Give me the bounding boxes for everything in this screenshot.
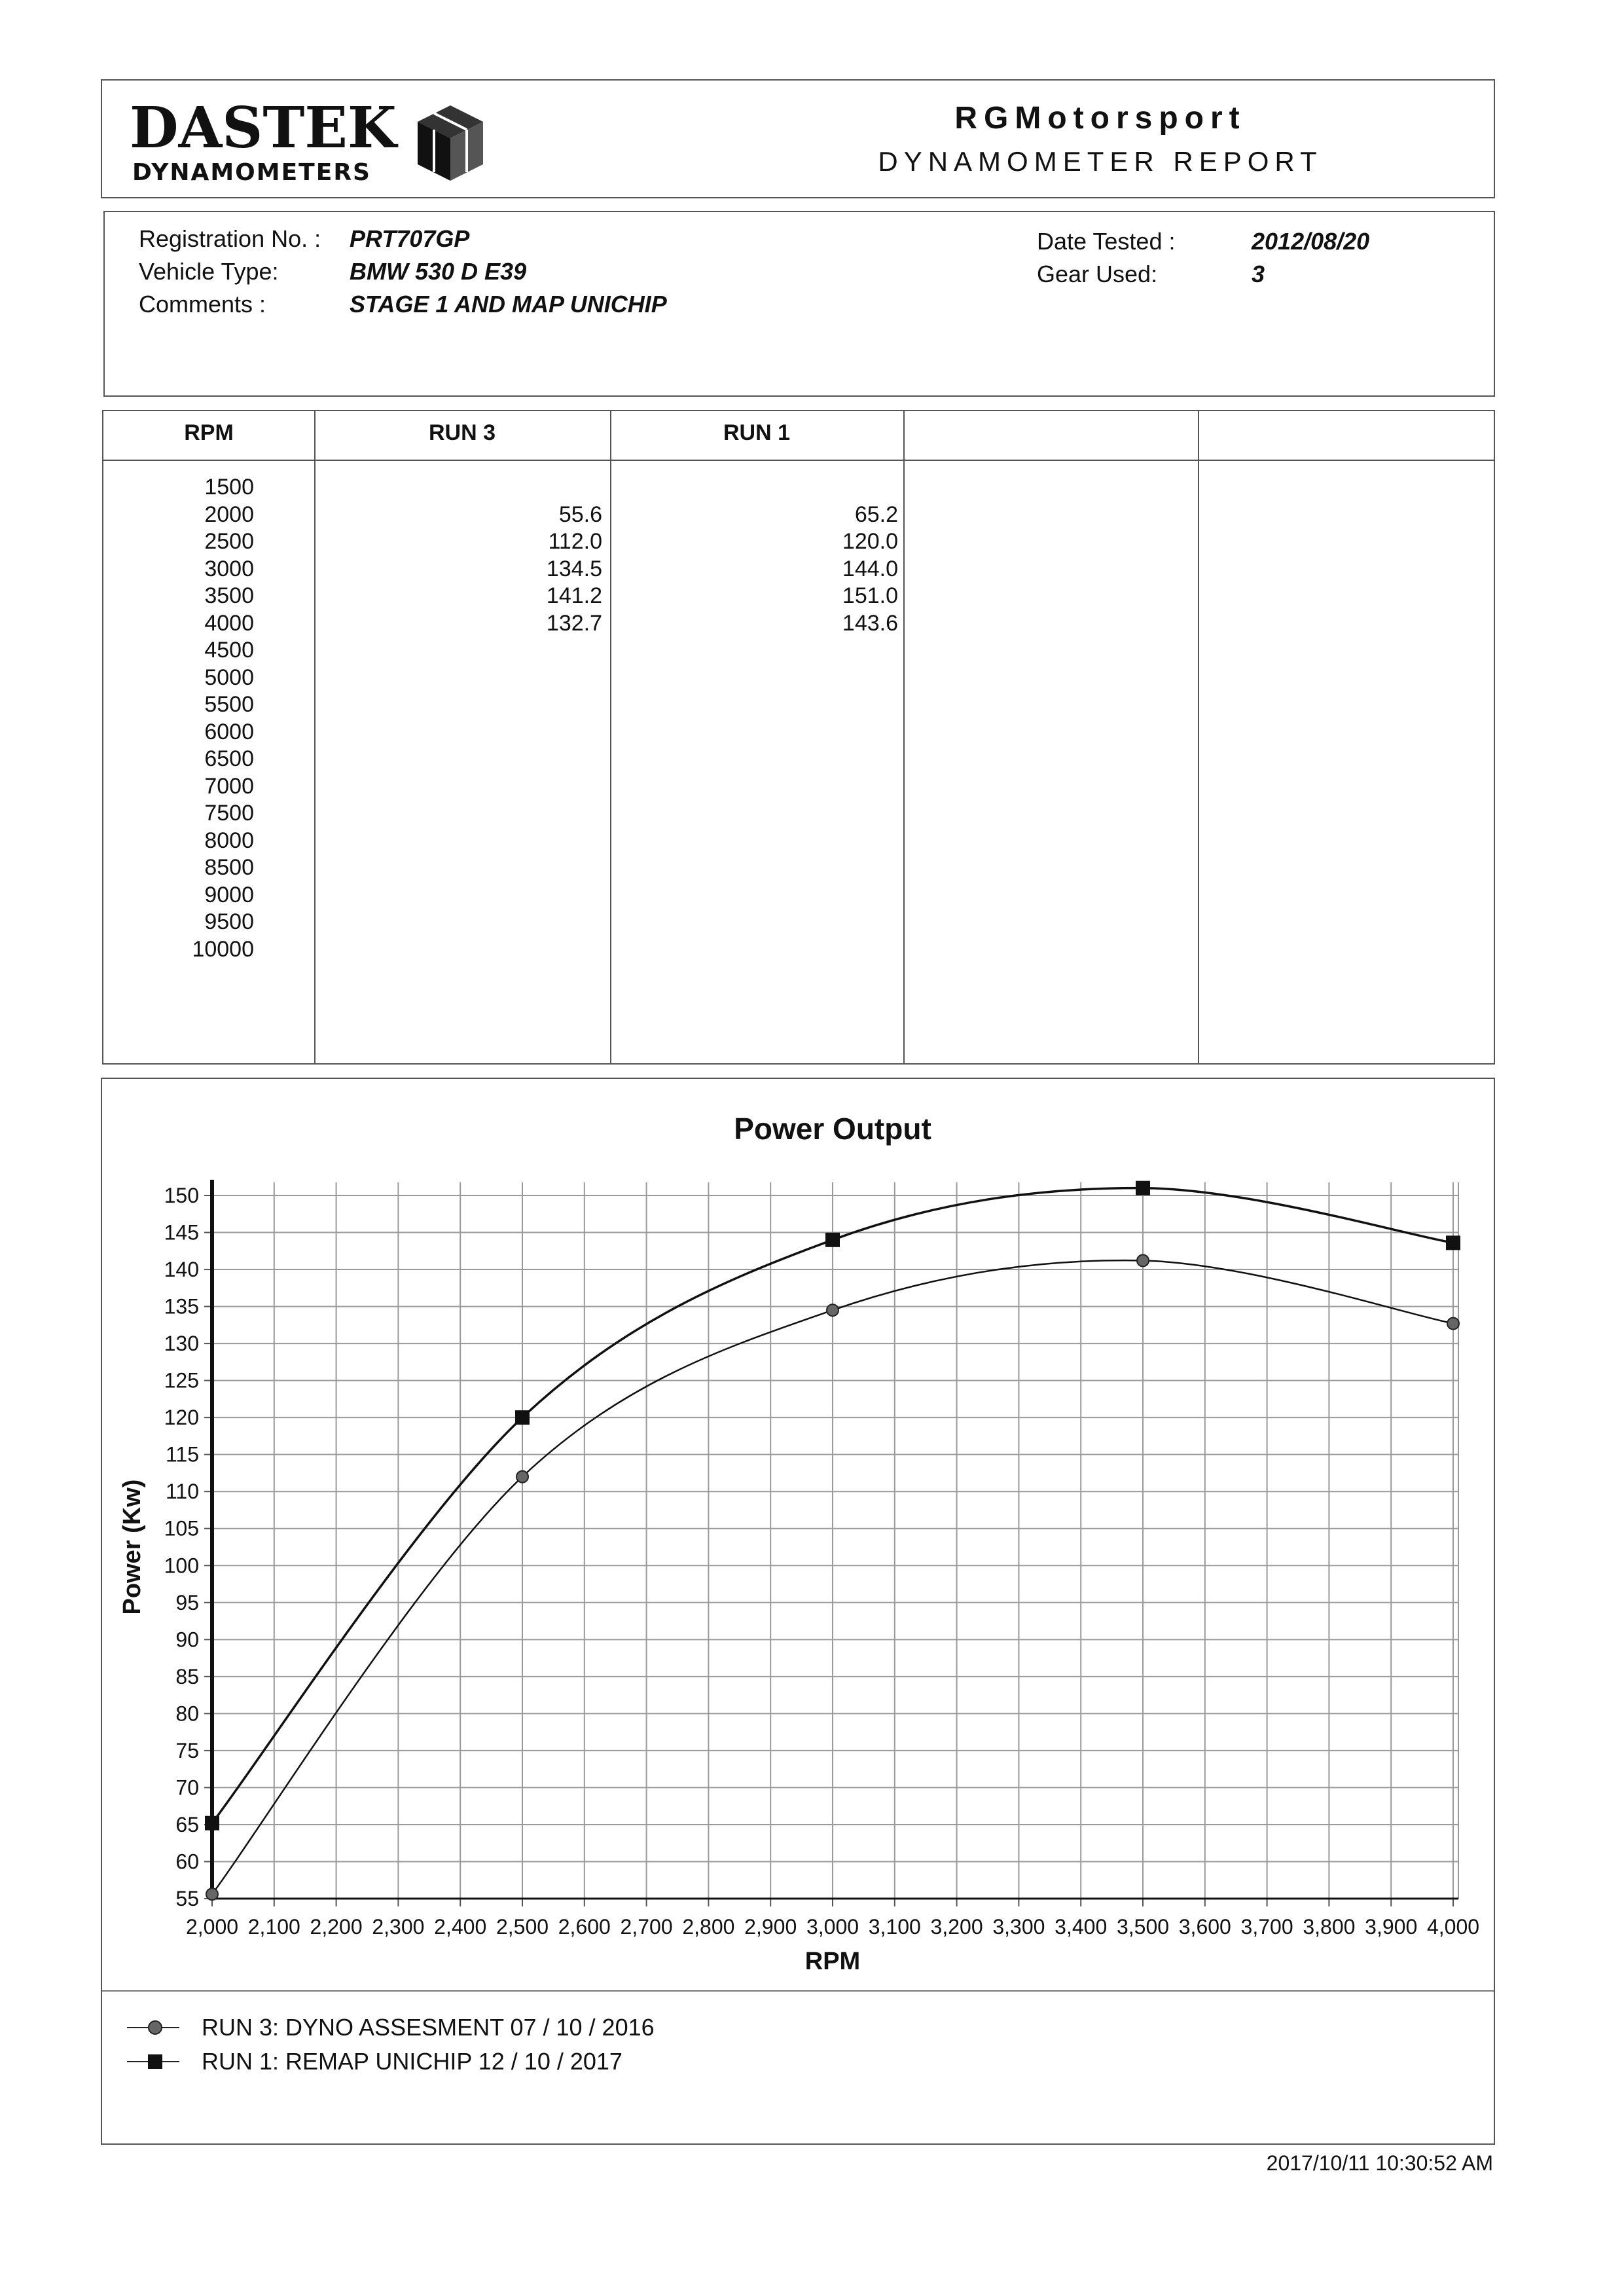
table-cell-rpm: 8000: [204, 828, 254, 853]
table-cell-rpm: 9000: [204, 882, 254, 907]
chart-tick-label-y: 100: [164, 1554, 199, 1578]
chart-tick-label-x: 3,100: [868, 1915, 921, 1939]
comments-label: Comments :: [139, 291, 266, 318]
chart-point-run1: [825, 1233, 840, 1247]
table-cell-run3: 134.5: [546, 556, 602, 581]
table-cell-rpm: 3500: [204, 583, 254, 608]
chart-tick-label-y: 65: [175, 1812, 199, 1836]
logo-subtext: DYNAMOMETERS: [132, 159, 371, 186]
cube-icon: [418, 105, 483, 181]
registration-value: PRT707GP: [350, 225, 470, 252]
chart-point-run1: [515, 1410, 530, 1425]
report-header: [101, 79, 1495, 198]
table-header-rpm: RPM: [184, 420, 234, 445]
chart-tick-label-x: 3,000: [806, 1915, 859, 1939]
legend-label-run3: RUN 3: DYNO ASSESMENT 07 / 10 / 2016: [202, 2014, 655, 2041]
date-tested-value: 2012/08/20: [1252, 228, 1370, 255]
chart-tick-label-x: 3,900: [1365, 1915, 1418, 1939]
chart-tick-label-y: 135: [164, 1294, 199, 1319]
legend-item-run1: [120, 2045, 623, 2078]
power-output-chart-panel: [101, 1078, 1495, 2145]
chart-tick-label-x: 2,400: [434, 1915, 487, 1939]
chart-point-run1: [1136, 1181, 1150, 1195]
chart-y-axis-label: Power (Kw): [118, 1479, 146, 1615]
gear-used-label: Gear Used:: [1037, 261, 1158, 287]
table-column-divider: [903, 411, 905, 1063]
date-tested-label: Date Tested :: [1037, 228, 1176, 255]
report-title: DYNAMOMETER REPORT: [878, 146, 1323, 177]
chart-tick-label-x: 3,600: [1178, 1915, 1231, 1939]
chart-tick-label-y: 85: [175, 1664, 199, 1688]
logo-text: DASTEK: [130, 99, 397, 161]
power-data-table: [102, 410, 1495, 1065]
chart-tick-label-x: 2,500: [496, 1915, 549, 1939]
table-cell-rpm: 7500: [204, 801, 254, 826]
chart-tick-label-x: 3,700: [1240, 1915, 1293, 1939]
table-cell-rpm: 2000: [204, 501, 254, 527]
chart-tick-label-x: 2,700: [620, 1915, 673, 1939]
chart-point-run3: [516, 1471, 528, 1483]
table-cell-rpm: 8500: [204, 855, 254, 880]
table-cell-rpm: 4500: [204, 638, 254, 663]
table-header-run1: RUN 1: [723, 420, 791, 445]
table-cell-run1: 151.0: [842, 583, 898, 608]
table-cell-rpm: 6500: [204, 746, 254, 771]
table-cell-run3: 55.6: [558, 501, 602, 527]
table-cell-run1: 65.2: [854, 501, 898, 527]
dastek-logo: [130, 99, 496, 191]
table-cell-rpm: 7000: [204, 773, 254, 799]
chart-tick-label-x: 2,100: [247, 1915, 300, 1939]
chart-tick-label-y: 80: [175, 1702, 199, 1726]
square-marker-icon: [120, 2049, 192, 2075]
chart-tick-label-y: 140: [164, 1258, 199, 1282]
chart-tick-label-y: 145: [164, 1220, 199, 1245]
chart-point-run3: [827, 1304, 839, 1316]
legend-label-run1: RUN 1: REMAP UNICHIP 12 / 10 / 2017: [202, 2048, 623, 2075]
power-output-chart: [102, 1079, 1494, 1989]
chart-tick-label-y: 70: [175, 1776, 199, 1800]
chart-tick-label-x: 2,300: [372, 1915, 425, 1939]
vehicle-type-label: Vehicle Type:: [139, 258, 279, 285]
circle-marker-icon: [120, 2014, 192, 2041]
chart-tick-label-x: 2,200: [310, 1915, 363, 1939]
chart-tick-label-y: 105: [164, 1516, 199, 1540]
registration-label: Registration No. :: [139, 225, 321, 252]
table-cell-rpm: 2500: [204, 529, 254, 554]
chart-title: Power Output: [734, 1112, 931, 1146]
chart-x-axis-label: RPM: [804, 1948, 861, 1975]
table-header-run3: RUN 3: [428, 420, 496, 445]
chart-tick-label-y: 115: [165, 1442, 199, 1467]
legend-divider: [102, 1990, 1494, 1992]
table-column-divider: [1198, 411, 1199, 1063]
table-cell-run1: 144.0: [842, 556, 898, 581]
chart-point-run3: [206, 1888, 218, 1900]
table-cell-rpm: 5000: [204, 665, 254, 690]
chart-tick-label-y: 125: [164, 1368, 199, 1393]
table-cell-run3: 132.7: [546, 610, 602, 636]
table-cell-rpm: 9500: [204, 909, 254, 934]
comments-value: STAGE 1 AND MAP UNICHIP: [350, 291, 667, 318]
chart-point-run3: [1447, 1318, 1459, 1330]
chart-tick-label-y: 110: [165, 1480, 199, 1504]
table-cell-rpm: 1500: [204, 475, 254, 500]
vehicle-type-value: BMW 530 D E39: [350, 258, 527, 285]
chart-tick-label-y: 60: [175, 1850, 199, 1874]
vehicle-info-panel: [103, 211, 1495, 397]
chart-tick-label-x: 4,000: [1426, 1915, 1480, 1939]
chart-tick-label-x: 3,800: [1303, 1915, 1356, 1939]
chart-tick-label-x: 2,900: [744, 1915, 797, 1939]
chart-tick-label-x: 3,400: [1055, 1915, 1108, 1939]
report-timestamp: 2017/10/11 10:30:52 AM: [1266, 2151, 1493, 2175]
table-cell-run1: 120.0: [842, 529, 898, 554]
chart-point-run3: [1137, 1254, 1149, 1266]
chart-tick-label-y: 95: [175, 1590, 199, 1614]
chart-tick-label-x: 3,200: [930, 1915, 983, 1939]
chart-tick-label-x: 2,800: [682, 1915, 735, 1939]
chart-point-run1: [1446, 1235, 1460, 1250]
table-cell-rpm: 4000: [204, 610, 254, 636]
chart-tick-label-y: 55: [175, 1887, 199, 1910]
table-header-divider: [103, 460, 1494, 461]
legend-item-run3: [120, 2011, 655, 2044]
table-cell-run3: 112.0: [548, 529, 602, 554]
table-cell-rpm: 3000: [204, 556, 254, 581]
chart-tick-label-y: 90: [175, 1628, 199, 1652]
chart-tick-label-y: 120: [164, 1406, 199, 1430]
gear-used-value: 3: [1252, 261, 1265, 287]
chart-point-run1: [205, 1816, 219, 1831]
company-name: RGMotorsport: [954, 101, 1246, 136]
table-cell-run1: 143.6: [842, 610, 898, 636]
table-cell-rpm: 10000: [192, 936, 254, 962]
table-cell-rpm: 6000: [204, 719, 254, 744]
chart-tick-label-y: 150: [164, 1184, 199, 1207]
table-cell-run3: 141.2: [546, 583, 602, 608]
chart-tick-label-x: 3,300: [992, 1915, 1045, 1939]
chart-tick-label-y: 75: [175, 1738, 199, 1762]
chart-tick-label-x: 2,000: [185, 1915, 239, 1939]
chart-tick-label-x: 2,600: [558, 1915, 611, 1939]
chart-tick-label-y: 130: [164, 1332, 199, 1356]
table-cell-rpm: 5500: [204, 692, 254, 717]
chart-tick-label-x: 3,500: [1116, 1915, 1170, 1939]
